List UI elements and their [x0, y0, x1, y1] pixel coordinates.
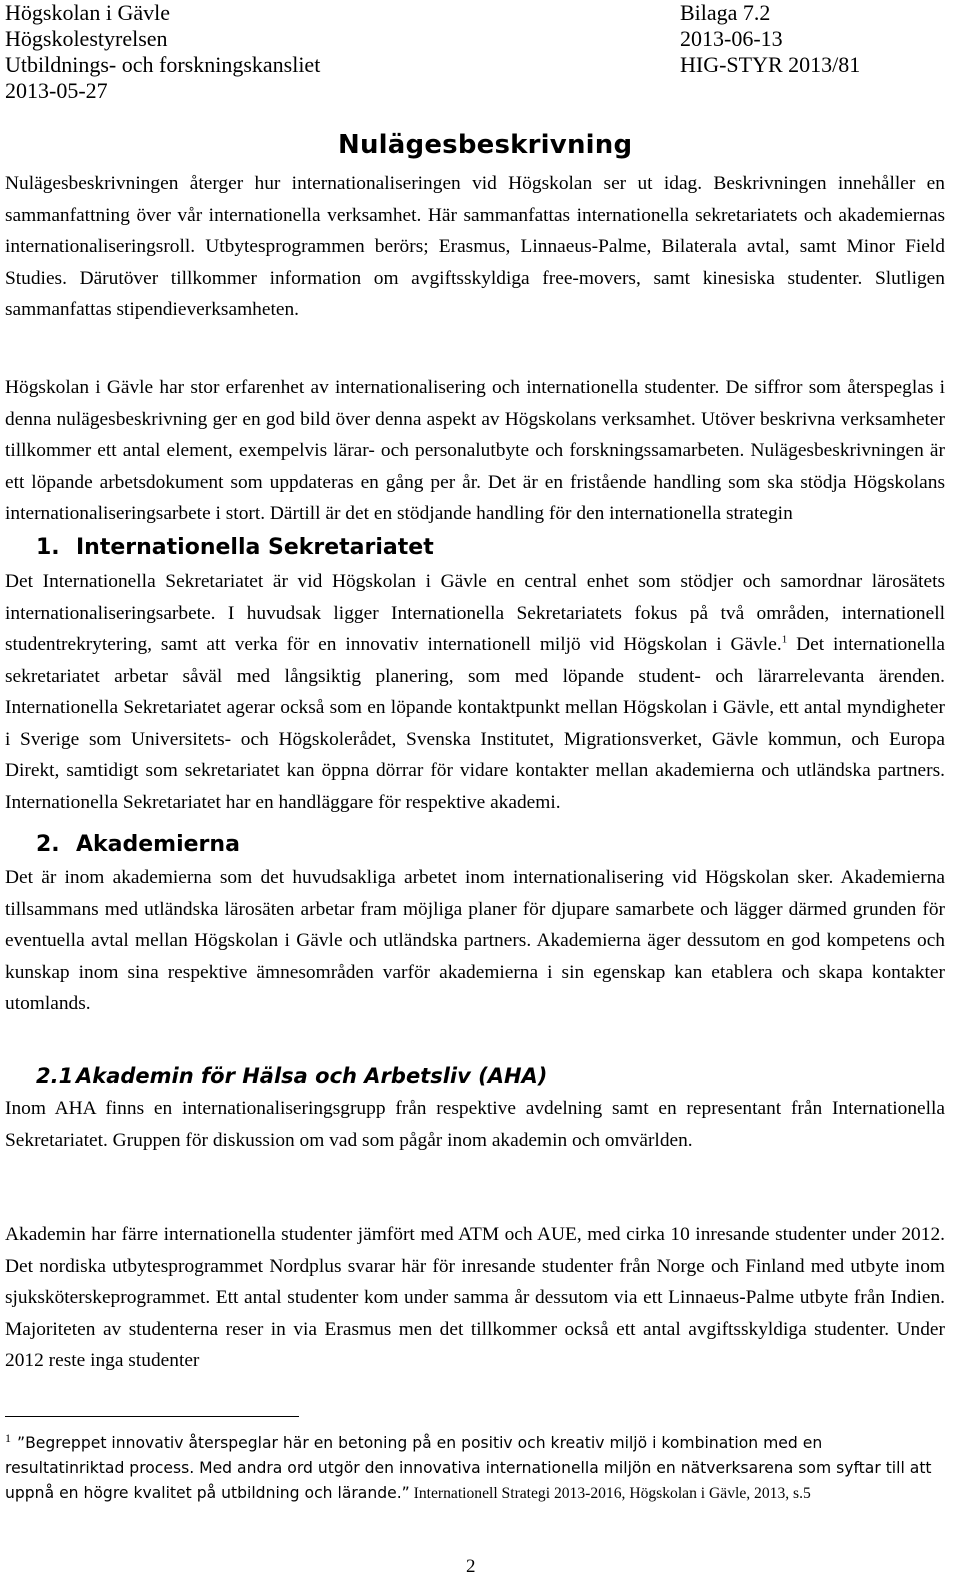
section-2-heading: [36, 832, 240, 857]
header-org: Högskolan i Gävle: [5, 0, 170, 25]
section-1-heading: [36, 535, 434, 560]
footnote-quote: ”Begreppet innovativ återspeglar här en betoning på en positiv och kreativ miljö i kombination med en resultatinriktad process. Med andra ord utgör den innovativa internationella miljön en nätverksarena som syftar till att uppnå en högre kvalitet på utbildning och lärande.”: [5, 1434, 932, 1502]
section-1-title: Internationella Sekretariatet: [76, 535, 434, 560]
section-2-1-title: Akademin för Hälsa och Arbetsliv (AHA): [76, 1064, 548, 1088]
section-1-text-b: Det internationella sekretariatet arbetar såväl med långsiktig planering, som med löpande student- och lärarrelevanta ärenden. Internationella Sekretariatet agerar också som en löpande kontaktpunkt mellan Högskolan i Gävle, ett antal myndigheter i Sverige som Universitets- och Högskolerådet, Svenska Institutet, Migrationsverket, Gävle kommun, och Europa Direkt, samtidigt som sekretariatet kan öppna dörrar för vidare kontakter mellan akademierna och utländska partners. Internationella Sekretariatet har en handläggare för respektive akademi.: [5, 634, 945, 813]
section-2-1-heading: [36, 1064, 547, 1088]
section-1-number: 1.: [36, 535, 60, 560]
header-appendix: Bilaga 7.2: [680, 0, 771, 25]
footnote-reference[interactable]: 1: [781, 633, 788, 646]
section-2-title: Akademierna: [76, 832, 240, 857]
header-office: Utbildnings- och forskningskansliet: [5, 52, 321, 77]
header-date-left: 2013-05-27: [5, 78, 108, 103]
footnote-marker: 1: [5, 1430, 11, 1445]
section-2-1-number: 2.1: [36, 1064, 74, 1088]
header-reference: HIG-STYR 2013/81: [680, 52, 861, 77]
intro-paragraph-1: Nulägesbeskrivningen återger hur internationaliseringen vid Högskolan ser ut idag. Beskrivningen innehåller en sammanfattning över vår internationella verksamhet. Här sammanfattas internationella sekretariatets och akademiernas internationaliseringsroll. Utbytesprogrammen berörs; Erasmus, Linnaeus-Palme, Bilaterala avtal, samt Minor Field Studies. Därutöver tillkommer information om avgiftsskyldiga free-movers, samt kinesiska studenter. Slutligen sammanfattas stipendieverksamheten.: [5, 173, 945, 320]
section-2-1-paragraph-2: Akademin har färre internationella studenter jämfört med ATM och AUE, med cirka 10 inresande studenter under 2012. Det nordiska utbytesprogrammet Nordplus svarar här för inresande studenter från Norge och Finland med utbyte inom sjuksköterskeprogrammet. Ett antal studenter kom under samma år dessutom via ett Linnaeus-Palme utbyte från Indien. Majoriteten av studenterna reser in via Erasmus men det tillkommer också ett antal avgiftsskyldiga studenter. Under 2012 reste inga studenter: [5, 1224, 945, 1371]
intro-paragraph-2: Högskolan i Gävle har stor erfarenhet av internationalisering och internationella studenter. De siffror som återspeglas i denna nulägesbeskrivning ger en god bild över denna aspekt av Högskolans verksamhet. Utöver beskrivna verksamheter tillkommer ett antal element, exempelvis lärar- och personalutbyte och forskningssamarbeten. Nulägesbeskrivningen är ett löpande arbetsdokument som uppdateras en gång per år. Det är en fristående handling som ska stödja Högskolans internationaliseringsarbete i stort. Därtill är det en stödjande handling för den internationella strategin: [5, 377, 945, 524]
section-2-paragraph: Det är inom akademierna som det huvudsakliga arbetet inom internationalisering vid Högskolan sker. Akademierna tillsammans med utländska lärosäten arbetar fram möjliga planer för djupare samarbete och lägger därmed grunden för eventuella avtal mellan Högskolan i Gävle och utländska partners. Akademierna äger dessutom en god kompetens och kunskap inom sina respektive ämnesområden varför akademierna i sin egenskap kan etablera och skapa kontakter utomlands.: [5, 867, 945, 1014]
header-date-right: 2013-06-13: [680, 26, 783, 51]
header-board: Högskolestyrelsen: [5, 26, 168, 51]
section-1-paragraph: [5, 566, 945, 818]
section-2-1-paragraph-1: Inom AHA finns en internationaliseringsgrupp från respektive avdelning samt en representant från Internationella Sekretariatet. Gruppen för diskussion om vad som pågår inom akademin och omvärlden.: [5, 1098, 945, 1151]
header-left: [5, 0, 320, 104]
page-title: Nulägesbeskrivning: [338, 130, 633, 160]
page-number: 2: [466, 1556, 476, 1577]
footnote-divider: [5, 1416, 299, 1417]
header-right: [680, 0, 860, 78]
section-2-number: 2.: [36, 832, 60, 857]
footnote-source: Internationell Strategi 2013-2016, Högskolan i Gävle, 2013, s.5: [409, 1485, 811, 1502]
section-1-text-a: Det Internationella Sekretariatet är vid Högskolan i Gävle en central enhet som stödjer och samordnar lärosätets internationaliseringsarbete. I huvudsak ligger Internationella Sekretariatets fokus på två områden, internationell studentrekrytering, samt att verka för en innovativ internationell miljö vid Högskolan i Gävle.: [5, 571, 945, 655]
footnote: [5, 1431, 940, 1506]
